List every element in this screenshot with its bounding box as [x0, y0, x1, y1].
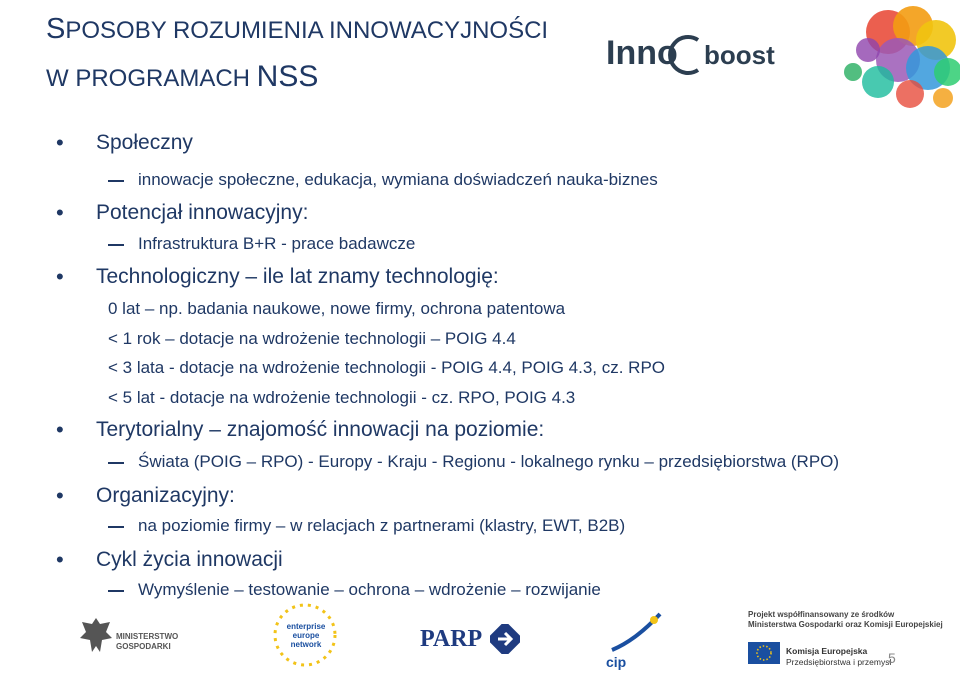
bullet-cykl: • Cykl życia innowacji [96, 546, 283, 574]
innoboost-brain-icon [598, 2, 960, 114]
title-initial: S [46, 13, 66, 45]
dash-marker [108, 526, 124, 528]
ministerstwo-text [116, 632, 178, 652]
parp-logo [420, 612, 520, 662]
cip-text: cip [606, 654, 627, 670]
cip-logo [606, 610, 666, 670]
een-line1: enterprise [286, 622, 326, 631]
parp-arrow-icon [490, 624, 520, 654]
bullet-potencjal: • Potencjał innowacyjny: [96, 199, 308, 227]
een-line2: europe [292, 631, 320, 640]
proj-line1: Projekt współfinansowany ze środków [748, 610, 895, 619]
sub-spoleczny: innowacje społeczne, edukacja, wymiana doświadczeń nauka-biznes [138, 170, 658, 189]
komisja-europejska-text [786, 646, 891, 668]
ke-line1: Komisja Europejska [786, 646, 868, 656]
eagle-emblem-icon [78, 614, 114, 658]
sub-cykl: Wymyślenie – testowanie – ochrona – wdrożenie – rozwijanie [138, 580, 601, 599]
title-nss: NSS [256, 60, 319, 93]
sub-potencjal: Infrastruktura B+R - prace badawcze [138, 234, 416, 253]
title-line-2 [46, 54, 606, 102]
bullet-organizacyjny: • Organizacyjny: [96, 482, 235, 510]
title-line-1 [46, 6, 606, 54]
ke-line2: Przedsiębiorstwa i przemysł [786, 657, 892, 667]
ministerstwo-gospodarki-logo [78, 614, 198, 664]
een-text [286, 622, 326, 649]
bullet-technologiczny: • Technologiczny – ile lat znamy technologię: [96, 263, 499, 291]
dash-marker [108, 244, 124, 246]
tech-line-2: < 1 rok – dotacje na wdrożenie technologii – POIG 4.4 [108, 329, 516, 348]
proj-line2: Ministerstwa Gospodarki oraz Komisji Europejskiej [748, 620, 943, 629]
co-funding-info [748, 610, 948, 680]
dash-marker [108, 180, 124, 182]
mg-line2: GOSPODARKI [116, 642, 171, 651]
project-funding-text [748, 610, 943, 630]
page-number: 5 [888, 650, 896, 666]
mg-line1: MINISTERSTWO [116, 632, 179, 641]
title-rest-2: W PROGRAMACH [46, 65, 257, 92]
bullet-spoleczny: • Społeczny [96, 129, 193, 157]
footer-logos [0, 600, 960, 694]
parp-text: PARP [420, 626, 483, 652]
innoboost-logo [598, 2, 960, 114]
logo-boost-text: boost [704, 40, 775, 70]
dash-marker [108, 462, 124, 464]
cip-swoosh-icon [606, 610, 666, 656]
tech-line-1: 0 lat – np. badania naukowe, nowe firmy, ochrona patentowa [108, 299, 566, 318]
eu-flag-icon [748, 642, 780, 664]
logo-inno-text: Inno [606, 34, 678, 72]
enterprise-europe-network-logo [272, 602, 338, 668]
sub-terytorialny: Świata (POIG – RPO) - Europy - Kraju - Regionu - lokalnego rynku – przedsiębiorstwa (RPO) [138, 452, 840, 471]
sub-organizacyjny: na poziomie firmy – w relacjach z partnerami (klastry, EWT, B2B) [138, 516, 626, 535]
tech-line-3: < 3 lata - dotacje na wdrożenie technologii - POIG 4.4, POIG 4.3, cz. RPO [108, 358, 666, 377]
een-line3: network [290, 640, 322, 649]
title-rest-1: POSOBY ROZUMIENIA INNOWACYJNOŚCI [65, 17, 549, 44]
bullet-terytorialny: • Terytorialny – znajomość innowacji na poziomie: [96, 416, 544, 444]
slide-title [46, 6, 606, 102]
dash-marker [108, 590, 124, 592]
tech-line-4: < 5 lat - dotacje na wdrożenie technologii - cz. RPO, POIG 4.3 [108, 388, 576, 407]
